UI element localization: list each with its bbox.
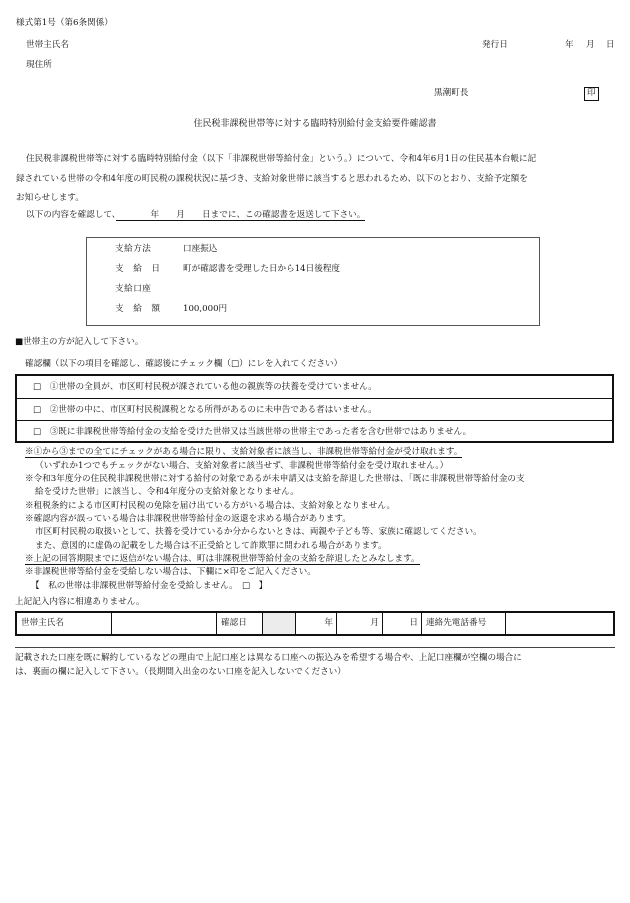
note-1-detail: （いずれか1つでもチェックがない場合、支給対象者に該当せず、非課税世帯等給付金を受け取れません。） (35, 461, 449, 471)
confirmation-statement: 上記記入内容に相違ありません。 (15, 597, 145, 607)
issue-day-label: 日 (606, 40, 615, 50)
payment-method-row (115, 244, 217, 256)
payment-amount-row (115, 304, 227, 316)
householder-name-field[interactable] (112, 613, 217, 634)
check-item-1[interactable]: □ ①世帯の全員が、市区町村民税が課されている他の親族等の扶養を受けていません。 (33, 382, 377, 392)
note-4-line-1: ※確認内容が誤っている場合は非課税世帯等給付金の返還を求める場合があります。 (25, 514, 351, 524)
confirm-year-field[interactable] (296, 613, 337, 634)
deadline-date: 年 月 (116, 210, 202, 221)
householder-name-label: 世帯主氏名 (26, 40, 69, 50)
footer-line-2: は、裏面の欄に記入して下さい。（長期間入出金のない口座を記入しないでください） (15, 667, 346, 677)
payment-date-value: 町が確認書を受理した日から14日後程度 (183, 264, 341, 274)
note-1-part-b: 非課税世帯等給付金が受け取れます。 (316, 447, 463, 457)
payment-info-box (86, 237, 540, 326)
payment-amount-label: 支 給 額 (115, 304, 161, 314)
confirm-year-label: 年 (324, 618, 333, 628)
deadline-suffix: 日までに、この確認書を返送して下さい。 (202, 210, 366, 220)
checklist-header: 確認欄（以下の項目を確認し、確認後にチェック欄（□）にレを入れてください） (25, 359, 343, 369)
checklist-box (15, 374, 614, 443)
note-2-line-2: 給を受けた世帯」に該当し、令和4年度分の支給対象となりません。 (35, 487, 299, 497)
note-5 (25, 554, 420, 566)
address-label: 現住所 (26, 60, 52, 70)
phone-label-cell: 連絡先電話番号 (422, 613, 506, 634)
confirmation-table (15, 611, 615, 636)
intro-line-2: 録されている世帯の令和4年度の町民税の課税状況に基づき、支給対象世帯に該当すると思われるため、以下のとおり、支給予定額を (16, 174, 528, 184)
confirm-month-label: 月 (370, 618, 379, 628)
payment-date-row (115, 264, 340, 276)
instructions: ■世帯主の方が記入して下さい。 (15, 337, 144, 347)
deadline-statement (26, 210, 365, 222)
seal-mark: 印 (584, 87, 599, 101)
payment-account-label: 支給口座 (115, 284, 152, 294)
phone-field[interactable] (506, 613, 613, 634)
confirm-month-field[interactable] (337, 613, 383, 634)
confirm-era-field[interactable] (263, 613, 296, 634)
intro-line-3: お知らせします。 (16, 193, 84, 203)
decline-statement[interactable]: 【 私の世帯は非課税世帯等給付金を受給しません。 □ 】 (31, 581, 268, 591)
confirm-date-label-cell: 確認日 (217, 613, 263, 634)
note-1 (25, 447, 462, 459)
intro-line-1: 住民税非課税世帯等に対する臨時特別給付金（以下「非課税世帯等給付金」という。）について、令和4年6月1日の住民基本台帳に記 (26, 154, 537, 164)
note-3: ※租税条約による市区町村民税の免除を届け出ている方がいる場合は、支給対象となりません。 (25, 501, 396, 511)
check-item-3[interactable]: □ ③既に非課税世帯等給付金の支給を受けた世帯又は当該世帯の世帯主であった者を含む世帯ではありません。 (17, 420, 612, 443)
issue-date-label: 発行日 (482, 40, 508, 50)
note-4-line-3: また、意図的に虚偽の記載をした場合は不正受給として詐欺罪に問われる場合があります。 (35, 541, 387, 551)
payment-method-value: 口座振込 (183, 244, 218, 254)
issue-year-label: 年 (565, 40, 574, 50)
form-number: 様式第1号（第6条関係） (16, 18, 113, 28)
confirm-day-field[interactable] (383, 613, 422, 634)
issuer-name: 黒潮町長 (434, 88, 469, 98)
deadline-prefix: 以下の内容を確認して、 (26, 210, 117, 220)
check-item-2[interactable]: □ ②世帯の中に、市区町村民税課税となる所得があるのに未申告である者はいません。 (17, 398, 612, 421)
footer-divider (15, 647, 615, 648)
payment-method-label: 支給方法 (115, 244, 152, 254)
note-2-line-1: ※令和3年度分の住民税非課税世帯に対する給付の対象であるが未申請又は支給を辞退した世帯は、「既に非課税世帯等給付金の支 (25, 474, 525, 484)
confirm-day-label: 日 (409, 618, 418, 628)
note-6: ※非課税世帯等給付金を受給しない場合は、下欄に×印をご記入ください。 (25, 567, 316, 577)
note-5-text: ※上記の回答期限までに返信がない場合は、町は非課税世帯等給付金の支給を辞退したとみなします。 (25, 554, 420, 564)
footer-line-1: 記載された口座を既に解約しているなどの理由で上記口座とは異なる口座への振込みを希望する場合や、上記口座欄が空欄の場合に (15, 653, 522, 663)
payment-account-row (115, 284, 183, 296)
note-4-line-2: 市区町村民税の取扱いとして、扶養を受けているか分からないときは、両親や子ども等、家族に確認してください。 (35, 527, 482, 537)
note-1-part-a: ※①から③までの全てにチェックがある場合に限り、支給対象者に該当し、 (25, 447, 317, 457)
document-title: 住民税非課税世帯等に対する臨時特別給付金支給要件確認書 (193, 119, 437, 129)
householder-label-cell: 世帯主氏名 (17, 613, 112, 634)
issue-month-label: 月 (586, 40, 595, 50)
payment-date-label: 支 給 日 (115, 264, 161, 274)
payment-amount-value: 100,000円 (183, 304, 228, 314)
